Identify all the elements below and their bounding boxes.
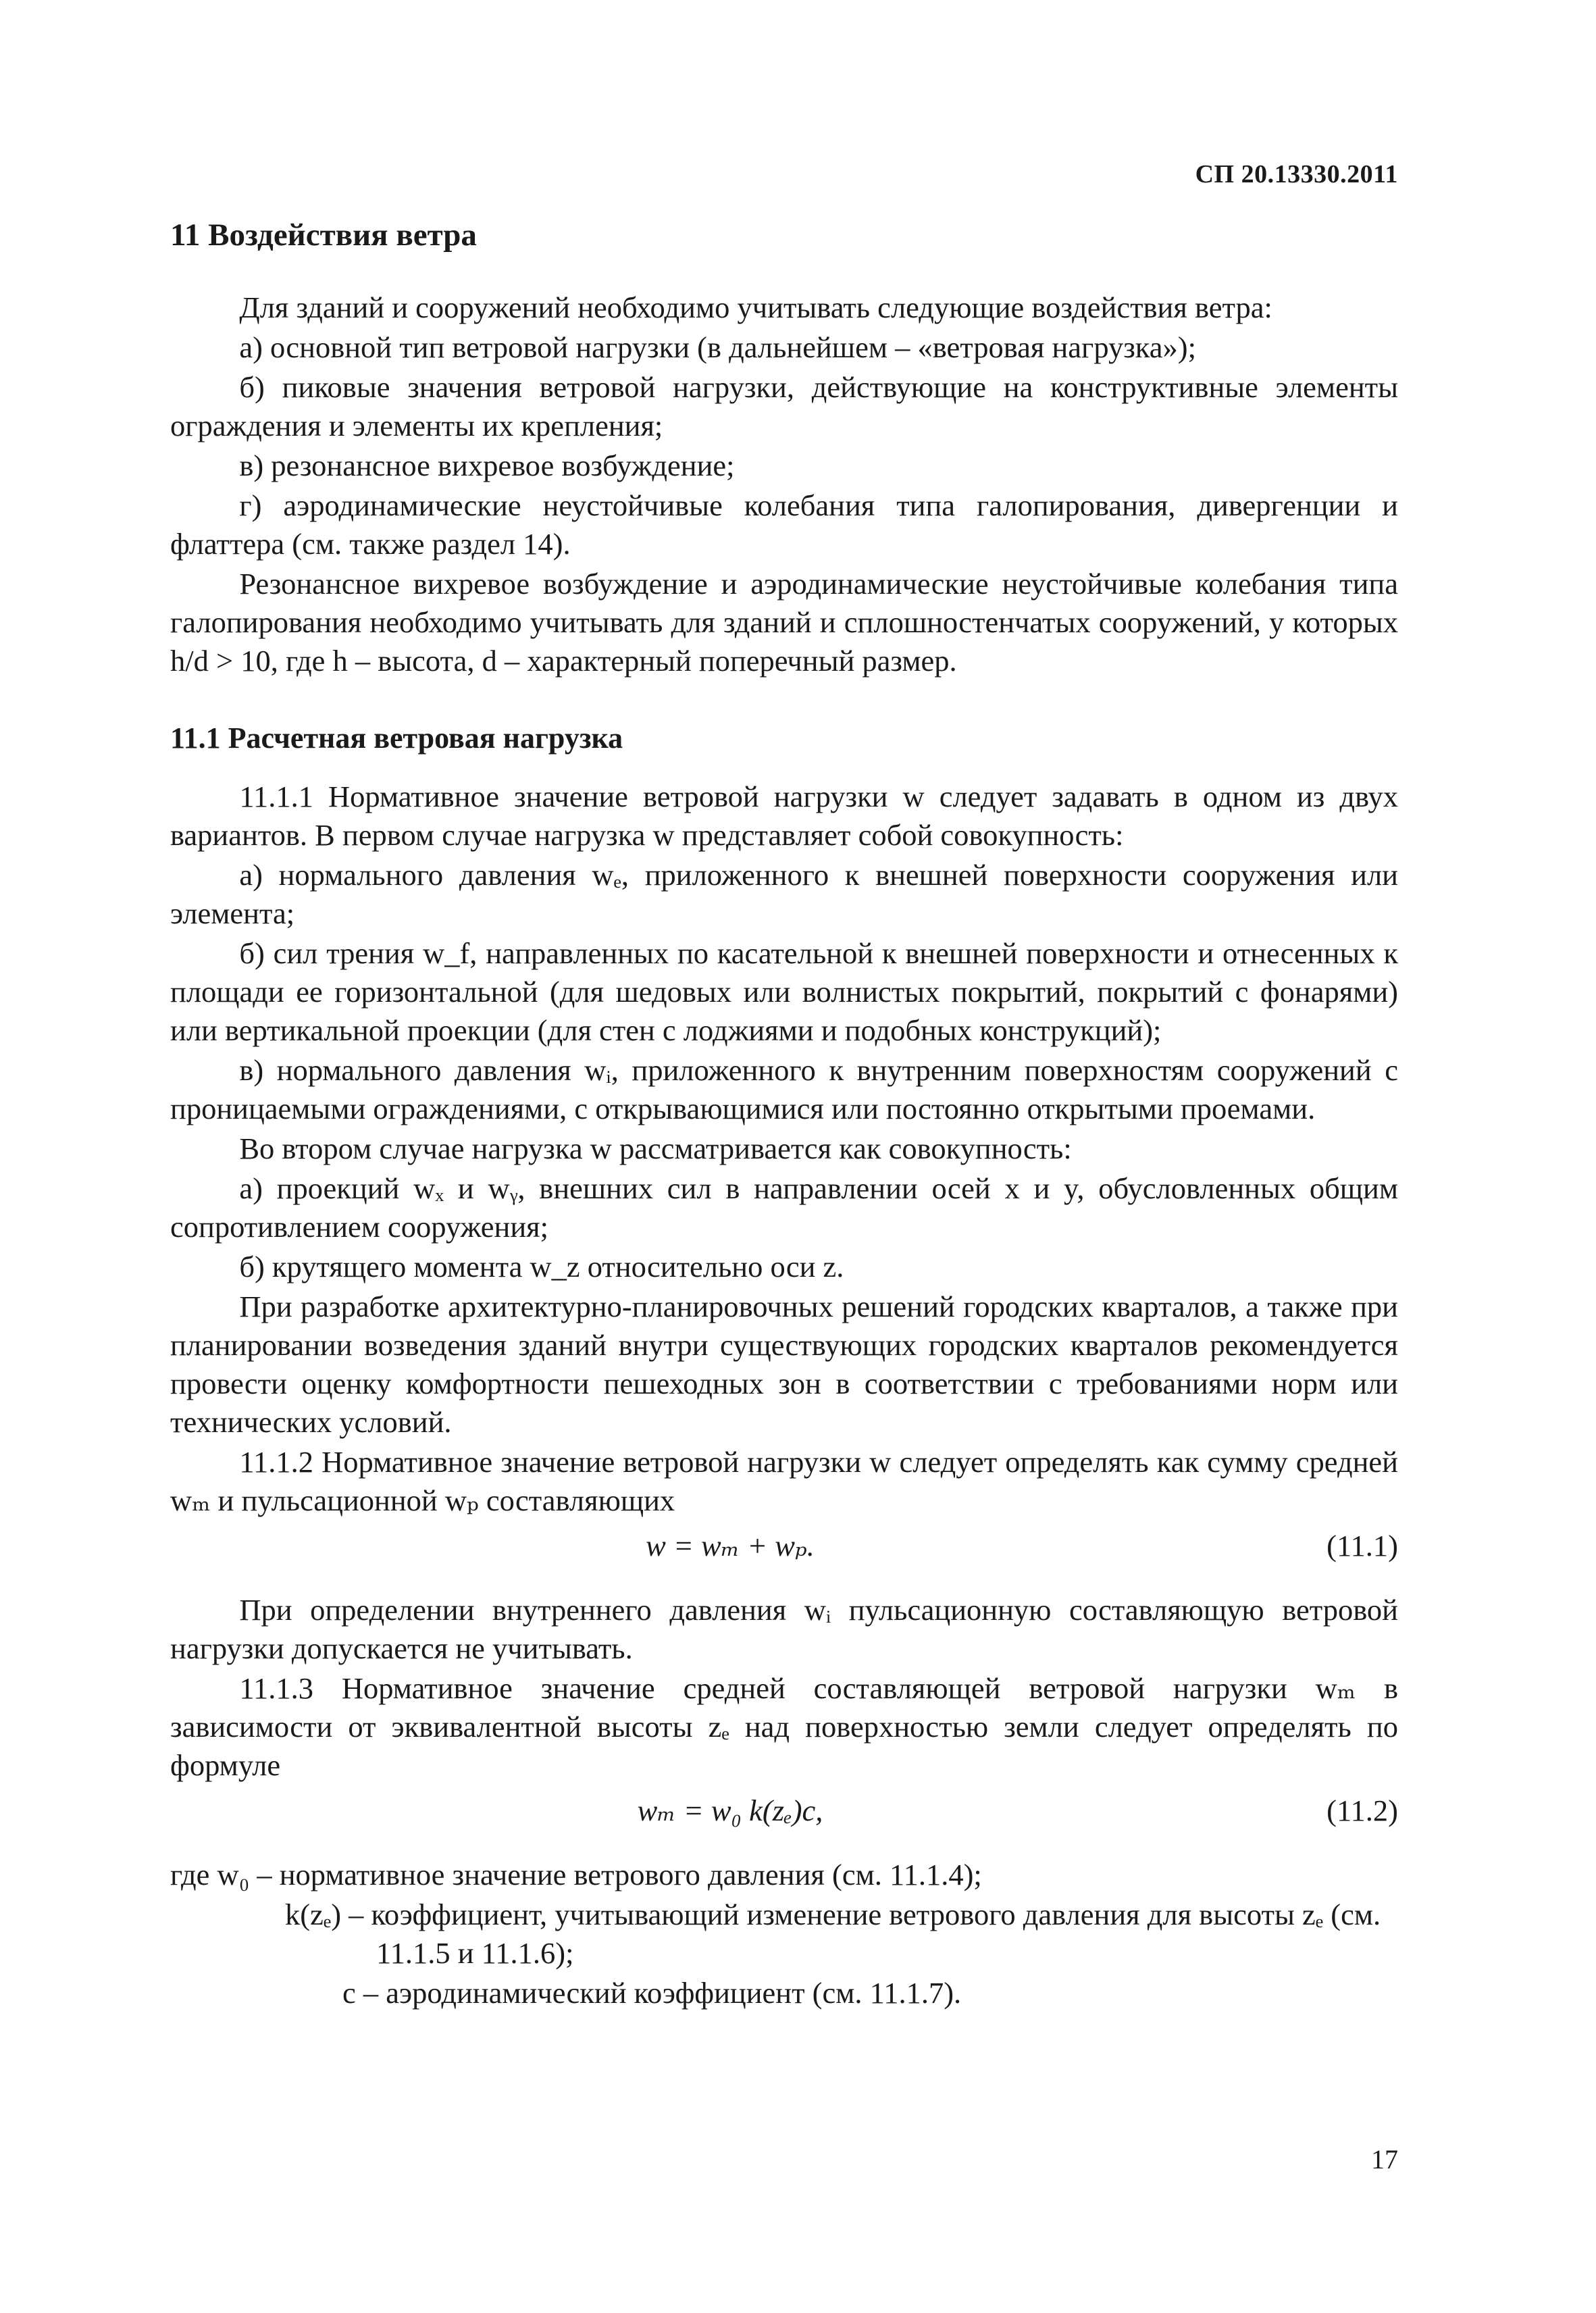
page-content	[170, 215, 1398, 2014]
formula-number: (11.1)	[1327, 1529, 1398, 1562]
paragraph: 11.1.2 Нормативное значение ветровой нагрузки w следует определять как сумму средней wₘ и пульсационной wₚ составляющих	[170, 1445, 1398, 1517]
page-number: 17	[1371, 2144, 1398, 2175]
paragraph: б) сил трения w_f, направленных по касательной к внешней поверхности и отнесенных к площади ее горизонтальной (для шедовых или волнистых покрытий, покрытий с фонарями) или вертикальной проекции (для стен с лоджиями и подобных конструкций);	[170, 936, 1398, 1047]
where-item	[170, 1896, 1398, 1973]
where-item: где w₀ – нормативное значение ветрового давления (см. 11.1.4);	[170, 1858, 982, 1891]
paragraph: в) нормального давления wᵢ, приложенного к внутренним поверхностям сооружений с проницаемыми ограждениями, с открывающимися или постоянно открытыми проемами.	[170, 1053, 1398, 1125]
paragraph: б) крутящего момента w_z относительно оси z.	[239, 1250, 844, 1283]
paragraph: а) проекций wₓ и wᵧ, внешних сил в направлении осей x и y, обусловленных общим сопротивлением сооружения;	[170, 1171, 1398, 1244]
after-formula-block	[170, 1591, 1398, 1785]
running-head: СП 20.13330.2011	[1195, 160, 1398, 188]
formula-number: (11.2)	[1327, 1794, 1398, 1827]
paragraph: а) основной тип ветровой нагрузки (в дальнейшем – «ветровая нагрузка»);	[239, 330, 1196, 364]
paragraph: Для зданий и сооружений необходимо учитывать следующие воздействия ветра:	[239, 290, 1272, 324]
paragraph: а) нормального давления wₑ, приложенного к внешней поверхности сооружения или элемента;	[170, 858, 1398, 930]
paragraph: 11.1.1 Нормативное значение ветровой нагрузки w следует задавать в одном из двух вариантов. В первом случае нагрузка w представляет собой совокупность:	[170, 780, 1398, 852]
intro-block	[170, 288, 1398, 680]
formula-expression: wₘ = w₀ k(zₑ)c,	[637, 1794, 823, 1827]
formula-11-1	[170, 1527, 1398, 1565]
formula-11-2	[170, 1791, 1398, 1830]
paragraph: 11.1.3 Нормативное значение средней составляющей ветровой нагрузки wₘ в зависимости от эквивалентной высоты zₑ над поверхностью земли следует определять по формуле	[170, 1671, 1398, 1782]
subsection-title: 11.1 Расчетная ветровая нагрузка	[170, 721, 623, 755]
formula-expression: w = wₘ + wₚ.	[646, 1529, 815, 1562]
paragraph: б) пиковые значения ветровой нагрузки, действующие на конструктивные элементы ограждения и элементы их крепления;	[170, 370, 1398, 442]
where-item-text: k(zₑ) – коэффициент, учитывающий изменение ветрового давления для высоты zₑ (см.	[285, 1898, 1381, 1931]
body-block	[170, 778, 1398, 1520]
paragraph: в) резонансное вихревое возбуждение;	[239, 449, 735, 482]
paragraph: Во втором случае нагрузка w рассматривается как совокупность:	[239, 1132, 1072, 1165]
where-item-continuation: 11.1.5 и 11.1.6);	[376, 1936, 574, 1970]
where-list	[170, 1856, 1398, 2012]
section-title: 11 Воздействия ветра	[170, 218, 477, 253]
where-item: c – аэродинамический коэффициент (см. 11.1.7).	[342, 1976, 962, 2010]
paragraph: Резонансное вихревое возбуждение и аэродинамические неустойчивые колебания типа галопирования необходимо учитывать для зданий и сплошностенчатых сооружений, у которых h/d > 10, где h – высота, d – характерный поперечный размер.	[170, 567, 1398, 678]
paragraph: При разработке архитектурно-планировочных решений городских кварталов, а также при планировании возведения зданий внутри существующих городских кварталов рекомендуется провести оценку комфортности пешеходных зон в соответствии с требованиями норм или технических условий.	[170, 1290, 1398, 1439]
paragraph: г) аэродинамические неустойчивые колебания типа галопирования, дивергенции и флаттера (см. также раздел 14).	[170, 488, 1398, 561]
paragraph: При определении внутреннего давления wᵢ пульсационную составляющую ветровой нагрузки допускается не учитывать.	[170, 1593, 1398, 1665]
